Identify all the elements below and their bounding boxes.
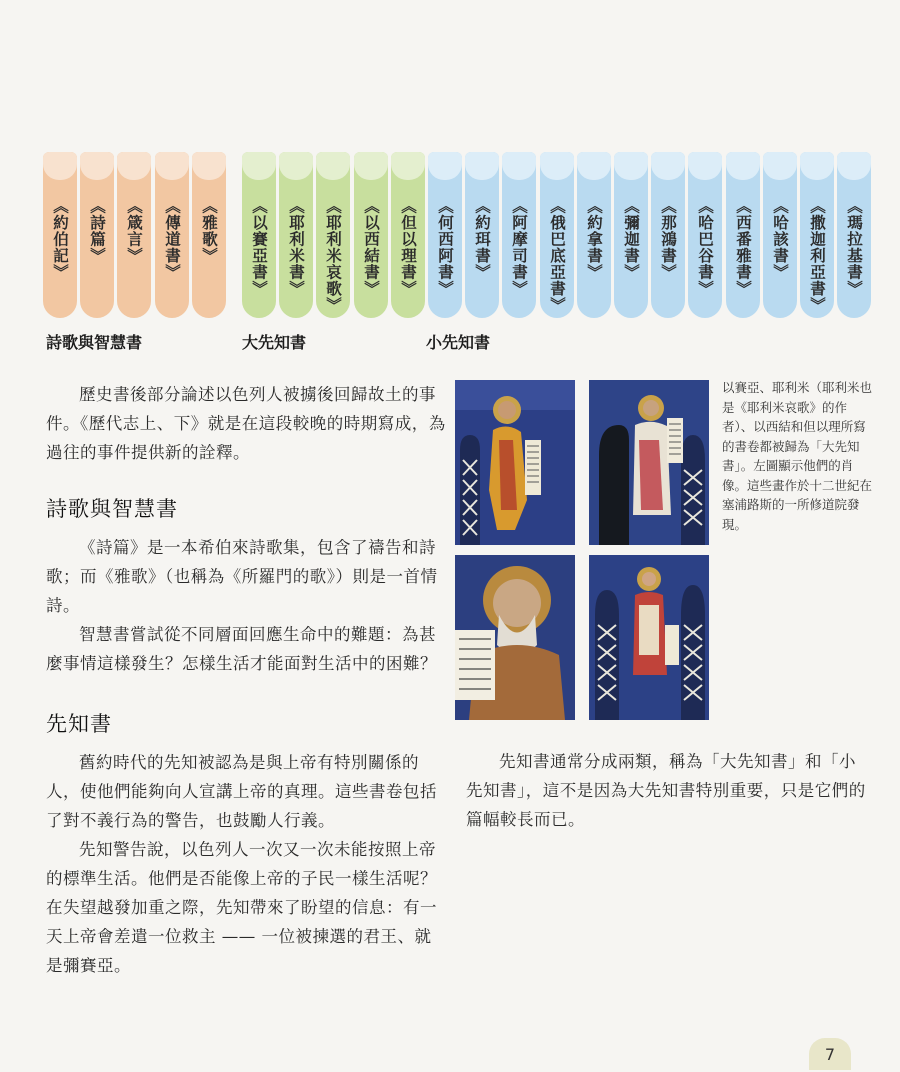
right-column [466,747,866,834]
book-spine-cap [800,152,834,180]
intro-paragraph: 歷史書後部分論述以色列人被擄後回歸故土的事件。《歷代志上、下》就是在這段較晚的時期寫成，為過往的事件提供新的詮釋。 [46,385,446,462]
category-label-major-prophets: 大先知書 [242,333,307,352]
book-spine [651,152,685,318]
book-spine [80,152,114,318]
book-spine-cap [43,152,77,180]
fresco-photo-grid [455,380,711,720]
book-spine-title: 《約珥書》 [473,198,491,281]
poetry-paragraph-1: 《詩篇》是一本希伯來詩歌集，包含了禱告和詩歌；而《雅歌》（也稱為《所羅門的歌》）則是一首情詩。 [46,538,438,615]
book-spine-cap [117,152,151,180]
book-spine-row [0,152,900,322]
book-spine-cap [354,152,388,180]
book-spine-cap [837,152,871,180]
book-spine-cap [192,152,226,180]
book-spine [540,152,574,318]
book-spine-title: 《以西結書》 [362,198,380,297]
left-column [46,380,446,980]
book-spine-title: 《約拿書》 [585,198,603,281]
poetry-paragraph-2: 智慧書嘗試從不同層面回應生命中的難題：為甚麼事情這樣發生？怎樣生活才能面對生活中的困難？ [46,625,437,673]
book-spine-title: 《以賽亞書》 [250,198,268,297]
book-spine-cap [577,152,611,180]
book-spine-cap [242,152,276,180]
book-spine-title: 《傳道書》 [163,198,181,281]
book-spine-title: 《耶利米書》 [287,198,305,297]
book-spine-title: 《何西阿書》 [436,198,454,297]
book-spine-cap [540,152,574,180]
book-spine [354,152,388,318]
book-spine-cap [391,152,425,180]
book-spine [391,152,425,318]
prophets-paragraph-1: 舊約時代的先知被認為是與上帝有特別關係的人，使他們能夠向人宣講上帝的真理。這些書卷包括了對不義行為的警告，也鼓勵人行義。 [46,753,437,830]
fresco-isaiah-image [455,380,575,545]
book-spine [242,152,276,318]
book-spine-title: 《雅歌》 [200,198,218,264]
book-spine-cap [726,152,760,180]
fresco-ezekiel-image [455,555,575,720]
book-spine-title: 《阿摩司書》 [510,198,528,297]
heading-prophets: 先知書 [46,712,112,736]
photo-caption: 以賽亞、耶利米（耶利米也是《耶利米哀歌》的作者）、以西結和但以理所寫的書卷都被歸為「大先知書」。左圖顯示他們的肖像。這些畫作於十二世紀在塞浦路斯的一所修道院發現。 [722,380,873,532]
book-spine-cap [688,152,722,180]
book-spine [155,152,189,318]
prophets-category-paragraph: 先知書通常分成兩類，稱為「大先知書」和「小先知書」，這不是因為大先知書特別重要，只是它們的篇幅較長而已。 [466,752,866,829]
book-spine-title: 《西番雅書》 [734,198,752,297]
book-spine-title: 《俄巴底亞書》 [548,198,566,314]
category-label-minor-prophets: 小先知書 [426,333,491,352]
fresco-daniel-image [589,555,709,720]
heading-poetry: 詩歌與智慧書 [46,497,178,521]
book-spine-title: 《撒迦利亞書》 [808,198,826,314]
book-spine-cap [465,152,499,180]
book-spine [726,152,760,318]
book-spine-title: 《耶利米哀歌》 [324,198,342,314]
book-spine-title: 《箴言》 [125,198,143,264]
book-spine [577,152,611,318]
prophets-paragraph-2: 先知警告說，以色列人一次又一次未能按照上帝的標準生活。他們是否能像上帝的子民一樣生活呢？在失望越發加重之際，先知帶來了盼望的信息：有一天上帝會差遣一位救主 —— 一位被揀選的君王、就是彌賽亞。 [46,840,437,975]
book-spine [316,152,350,318]
book-spine-title: 《那鴻書》 [659,198,677,281]
book-spine-cap [651,152,685,180]
book-spine [465,152,499,318]
book-spine-title: 《但以理書》 [399,198,417,297]
book-spine-cap [279,152,313,180]
book-spine-cap [502,152,536,180]
book-spine-cap [428,152,462,180]
book-spine-cap [614,152,648,180]
book-spine [800,152,834,318]
book-spine-title: 《彌迦書》 [622,198,640,281]
book-spine [428,152,462,318]
book-spine-cap [763,152,797,180]
book-spine-title: 《哈該書》 [771,198,789,281]
fresco-jeremiah-image [589,380,709,545]
book-spine-cap [316,152,350,180]
book-spine-cap [155,152,189,180]
book-spine-title: 《哈巴谷書》 [696,198,714,297]
book-spine-title: 《瑪拉基書》 [845,198,863,297]
book-spine [763,152,797,318]
book-spine [688,152,722,318]
page-number: 7 [809,1038,851,1070]
book-spine-cap [80,152,114,180]
book-spine-title: 《約伯記》 [51,198,69,281]
book-spine [614,152,648,318]
book-spine-title: 《詩篇》 [88,198,106,264]
book-spine [43,152,77,318]
book-spine [192,152,226,318]
book-spine [117,152,151,318]
category-label-poetry: 詩歌與智慧書 [46,333,143,352]
book-spine [279,152,313,318]
book-spine [502,152,536,318]
book-spine [837,152,871,318]
